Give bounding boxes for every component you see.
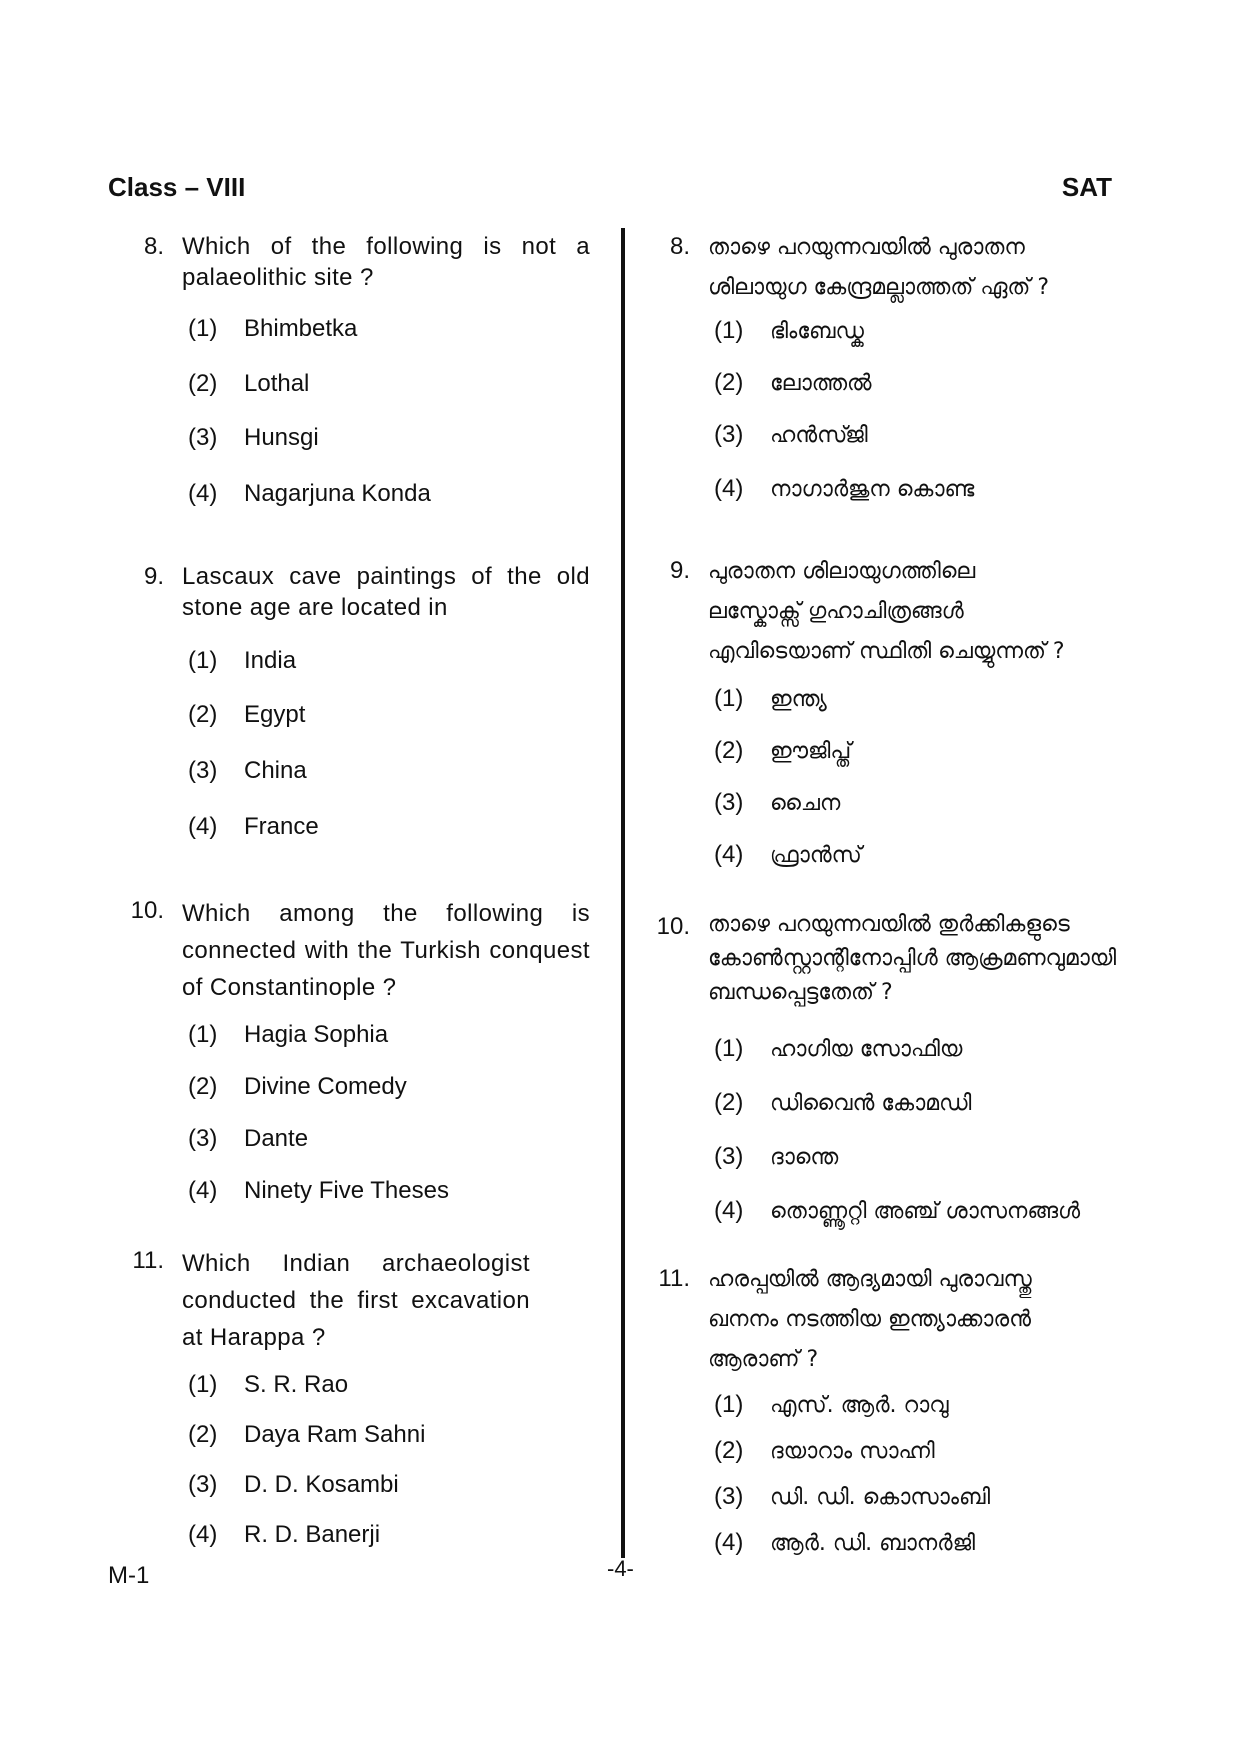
option xyxy=(188,644,590,678)
option-text: ഡിവൈൻ കോമഡി xyxy=(770,1091,972,1116)
option xyxy=(188,367,590,401)
option-text: തൊണ്ണൂറ്റി അഞ്ച് ശാസനങ്ങൾ xyxy=(770,1199,1081,1224)
class-label: Class – VIII xyxy=(108,172,246,202)
question-text: താഴെ പറയുന്നവയിൽ പുരാതന ശിലായുഗ കേന്ദ്രമല്ലാത്തത് ഏത് ? xyxy=(708,235,1050,300)
question-text: Which among the following is connected with the Turkish conquest of Constantinople ? xyxy=(182,900,590,1001)
option xyxy=(188,1468,590,1502)
question-number: 9. xyxy=(143,563,164,590)
option-text: ദാന്തെ xyxy=(770,1145,839,1170)
option-number: (3) xyxy=(188,424,218,451)
option xyxy=(188,698,590,732)
option-text: ഹാഗിയ സോഫിയ xyxy=(770,1037,963,1062)
option-number: (2) xyxy=(188,370,218,397)
option-number: (1) xyxy=(714,317,744,344)
option-number: (2) xyxy=(714,737,744,764)
option-number: (4) xyxy=(188,1177,218,1204)
option-number: (3) xyxy=(714,421,744,448)
option-number: (2) xyxy=(188,701,218,728)
question-number: 8. xyxy=(143,233,164,260)
option-number: (4) xyxy=(714,841,744,868)
option-text: Hunsgi xyxy=(244,424,319,451)
option-number: (1) xyxy=(714,685,744,712)
option-text: ദയാറാം സാഹ്നി xyxy=(770,1439,935,1464)
option xyxy=(714,1086,1126,1121)
option-text: Bhimbetka xyxy=(244,315,358,342)
question-text: ഹരപ്പയിൽ ആദ്യമായി പുരാവസ്തു ഖനനം നടത്തിയ ഇന്ത്യാക്കാരൻ ആരാണ് ? xyxy=(708,1267,1032,1372)
option-number: (2) xyxy=(714,1437,744,1464)
option-text: Daya Ram Sahni xyxy=(244,1421,426,1448)
question-number: 11. xyxy=(132,1247,164,1274)
option-text: ചൈന xyxy=(770,791,841,816)
option xyxy=(188,421,590,455)
option xyxy=(714,418,1126,453)
option xyxy=(714,472,1126,507)
option xyxy=(714,1480,1126,1515)
option xyxy=(714,1032,1126,1067)
option-text: Nagarjuna Konda xyxy=(244,480,431,507)
question-text: Lascaux cave paintings of the old stone age are located in xyxy=(182,563,590,621)
option-number: (1) xyxy=(188,1371,218,1398)
option-number: (3) xyxy=(188,757,218,784)
option-number: (1) xyxy=(188,1021,218,1048)
option-number: (4) xyxy=(714,1529,744,1556)
option-text: ഭിംബേഡ്ക xyxy=(770,319,864,344)
option-number: (4) xyxy=(714,1197,744,1224)
question-text: Which Indian archaeologist conducted the first excavation at Harappa ? xyxy=(182,1250,530,1351)
option xyxy=(714,1194,1126,1229)
option-text: ആർ. ഡി. ബാനർജി xyxy=(770,1531,975,1556)
paper-code: M-1 xyxy=(108,1562,150,1589)
option-text: ഈജിപ്ത് xyxy=(770,739,852,764)
option xyxy=(188,477,590,511)
option-text: S. R. Rao xyxy=(244,1371,349,1398)
option-number: (3) xyxy=(188,1125,218,1152)
page-number: -4- xyxy=(607,1556,634,1581)
option-text: ലോത്തൽ xyxy=(770,371,872,396)
option-number: (2) xyxy=(188,1073,218,1100)
option-number: (2) xyxy=(188,1421,218,1448)
option-text: R. D. Banerji xyxy=(244,1521,381,1548)
option xyxy=(714,1388,1126,1423)
question-number: 9. xyxy=(669,557,690,584)
option-number: (1) xyxy=(714,1035,744,1062)
option-text: France xyxy=(244,813,319,840)
option-text: ഡി. ഡി. കൊസാംബി xyxy=(770,1485,991,1510)
option xyxy=(714,838,1126,873)
option-number: (2) xyxy=(714,369,744,396)
option-text: Dante xyxy=(244,1125,309,1152)
option-number: (4) xyxy=(188,813,218,840)
option-text: D. D. Kosambi xyxy=(244,1471,399,1498)
option-number: (1) xyxy=(188,647,218,674)
option-number: (2) xyxy=(714,1089,744,1116)
option-text: Hagia Sophia xyxy=(244,1021,389,1048)
option xyxy=(714,786,1126,821)
option xyxy=(188,810,590,844)
option-text: ഇന്ത്യ xyxy=(770,687,827,712)
option xyxy=(188,1174,590,1208)
option xyxy=(714,314,1126,349)
option xyxy=(188,1018,590,1052)
question-number: 10. xyxy=(130,897,164,924)
option xyxy=(714,1140,1126,1175)
question-text: താഴെ പറയുന്നവയിൽ തുർക്കികളുടെ കോൺസ്റ്റാന്റിനോപ്പിൾ ആക്രമണവുമായി ബന്ധപ്പെട്ടതേത് ? xyxy=(708,912,1117,1005)
option-text: Lothal xyxy=(244,370,310,397)
option-number: (1) xyxy=(188,315,218,342)
exam-label: SAT xyxy=(1061,172,1112,202)
option xyxy=(714,682,1126,717)
question-text: Which of the following is not a palaeolithic site ? xyxy=(182,233,590,291)
option-number: (3) xyxy=(714,1483,744,1510)
option xyxy=(188,754,590,788)
option xyxy=(188,312,590,346)
option xyxy=(188,1368,590,1402)
option-text: നാഗാർജുന കൊണ്ട xyxy=(770,477,975,502)
option-number: (4) xyxy=(188,480,218,507)
option-text: China xyxy=(244,757,307,784)
option xyxy=(714,366,1126,401)
option xyxy=(188,1122,590,1156)
option-number: (4) xyxy=(714,475,744,502)
question-text: പുരാതന ശിലായുഗത്തിലെ ലസ്കോക്സ് ഗുഹാചിത്രങ്ങൾ എവിടെയാണ് സ്ഥിതി ചെയ്യുന്നത് ? xyxy=(708,559,1065,664)
question-number: 10. xyxy=(656,913,690,940)
option-text: ഫ്രാൻസ് xyxy=(770,843,862,868)
option-text: Divine Comedy xyxy=(244,1073,407,1100)
option-number: (4) xyxy=(188,1521,218,1548)
option xyxy=(188,1518,590,1552)
option-number: (3) xyxy=(188,1471,218,1498)
option-text: എസ്. ആർ. റാവു xyxy=(770,1393,949,1418)
option xyxy=(714,1526,1126,1561)
option-number: (3) xyxy=(714,1143,744,1170)
option xyxy=(188,1070,590,1104)
question-number: 11. xyxy=(658,1265,690,1292)
option-text: ഹൻസ്ജി xyxy=(770,423,868,448)
option xyxy=(714,734,1126,769)
question-number: 8. xyxy=(669,233,690,260)
column-divider xyxy=(621,228,625,1558)
option xyxy=(188,1418,590,1452)
option-number: (3) xyxy=(714,789,744,816)
option xyxy=(714,1434,1126,1469)
option-text: Egypt xyxy=(244,701,306,728)
option-text: India xyxy=(244,647,297,674)
option-number: (1) xyxy=(714,1391,744,1418)
option-text: Ninety Five Theses xyxy=(244,1177,449,1204)
